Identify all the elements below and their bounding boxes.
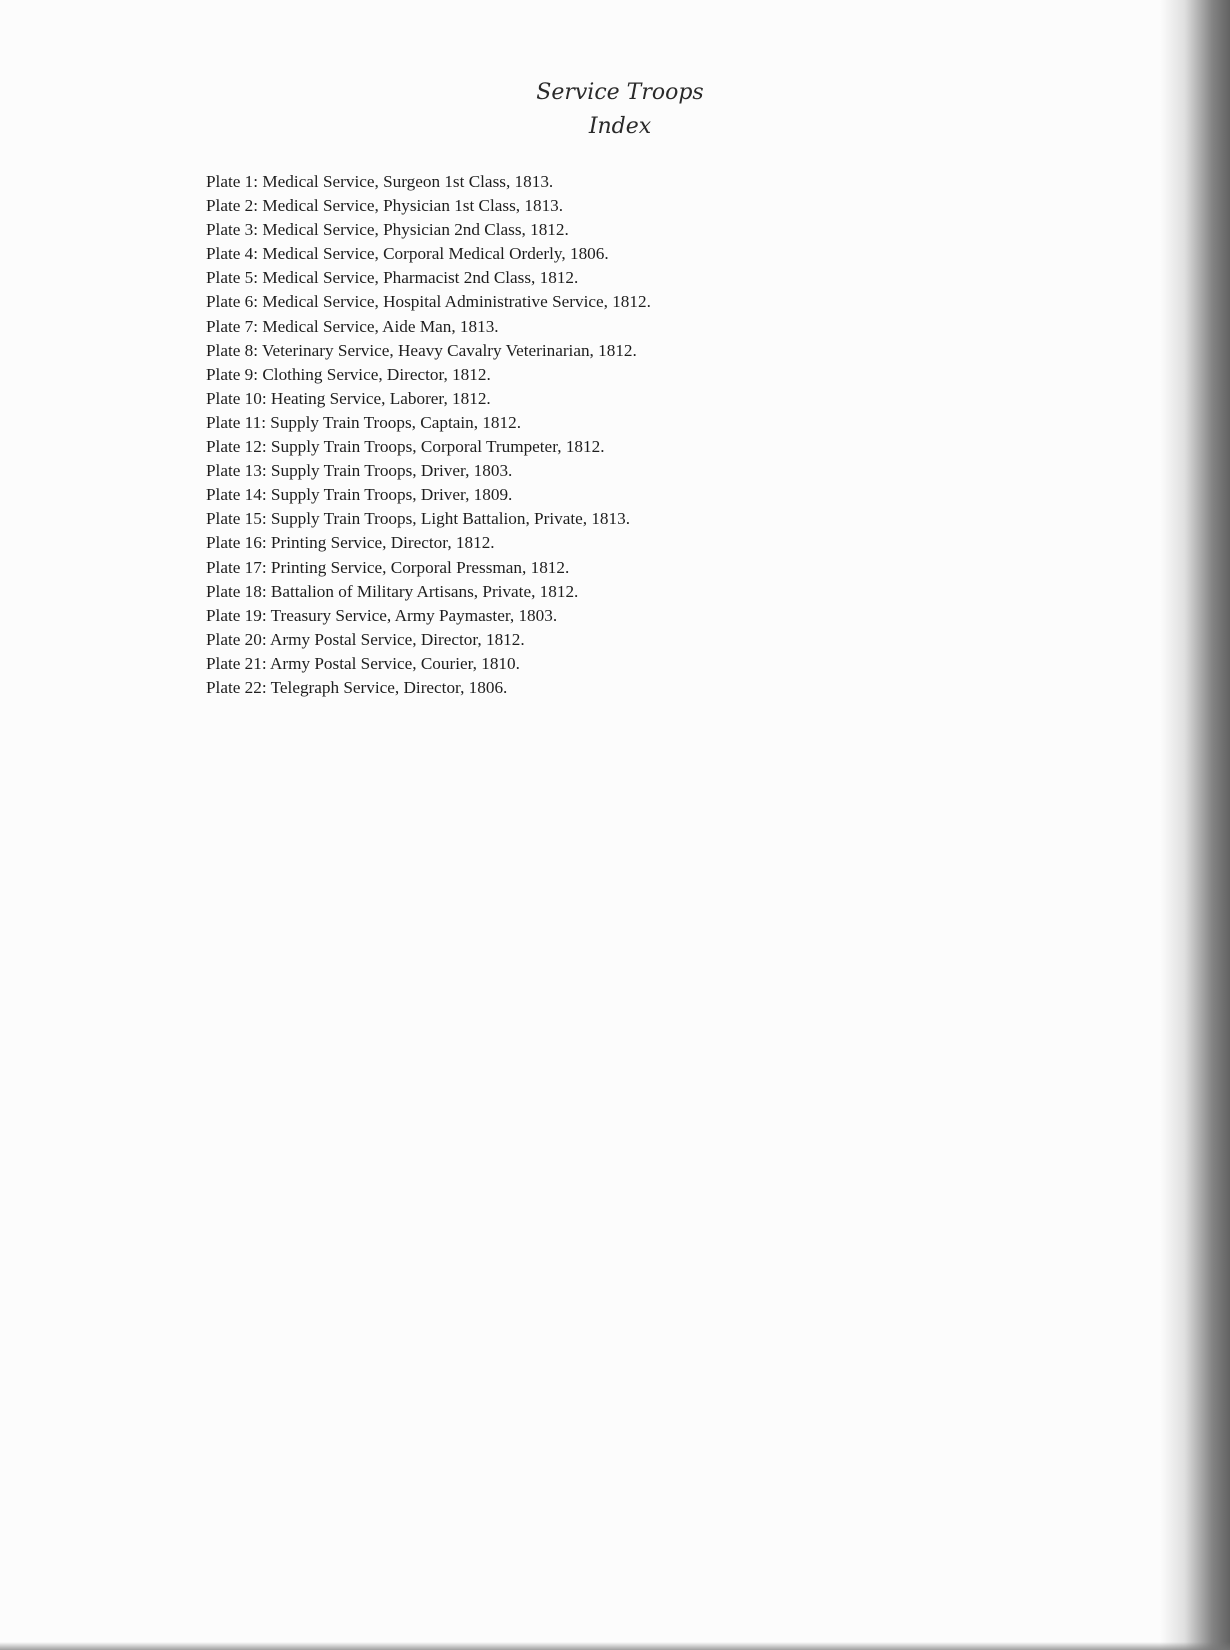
page-heading	[0, 76, 1230, 144]
list-item: Plate 17: Printing Service, Corporal Pressman, 1812.	[206, 557, 570, 577]
list-item: Plate 13: Supply Train Troops, Driver, 1803.	[206, 461, 513, 481]
list-item: Plate 4: Medical Service, Corporal Medical Orderly, 1806.	[206, 244, 609, 264]
list-item: Plate 7: Medical Service, Aide Man, 1813.	[206, 316, 499, 336]
list-item: Plate 12: Supply Train Troops, Corporal Trumpeter, 1812.	[206, 437, 605, 457]
page-bottom-edge	[0, 1642, 1230, 1650]
list-item: Plate 21: Army Postal Service, Courier, 1810.	[206, 653, 520, 673]
list-item: Plate 19: Treasury Service, Army Paymaster, 1803.	[206, 605, 558, 625]
list-item: Plate 6: Medical Service, Hospital Administrative Service, 1812.	[206, 292, 651, 312]
list-item: Plate 3: Medical Service, Physician 2nd Class, 1812.	[206, 220, 569, 240]
list-item: Plate 14: Supply Train Troops, Driver, 1809.	[206, 485, 513, 505]
list-item: Plate 18: Battalion of Military Artisans, Private, 1812.	[206, 581, 579, 601]
list-item: Plate 2: Medical Service, Physician 1st Class, 1813.	[206, 196, 564, 216]
page-title: Service Troops	[536, 80, 704, 105]
plate-index-list	[206, 170, 651, 700]
list-item: Plate 22: Telegraph Service, Director, 1806.	[206, 677, 508, 697]
list-item: Plate 15: Supply Train Troops, Light Battalion, Private, 1813.	[206, 509, 630, 529]
page-subtitle: Index	[588, 114, 652, 139]
list-item: Plate 9: Clothing Service, Director, 1812.	[206, 364, 491, 384]
list-item: Plate 10: Heating Service, Laborer, 1812.	[206, 388, 491, 408]
list-item: Plate 8: Veterinary Service, Heavy Cavalry Veterinarian, 1812.	[206, 340, 637, 360]
list-item: Plate 20: Army Postal Service, Director, 1812.	[206, 629, 525, 649]
list-item: Plate 1: Medical Service, Surgeon 1st Class, 1813.	[206, 172, 554, 191]
list-item: Plate 16: Printing Service, Director, 1812.	[206, 533, 495, 553]
list-item: Plate 5: Medical Service, Pharmacist 2nd Class, 1812.	[206, 268, 579, 288]
list-item: Plate 11: Supply Train Troops, Captain, 1812.	[206, 412, 521, 432]
book-spine-shadow	[1160, 0, 1230, 1650]
